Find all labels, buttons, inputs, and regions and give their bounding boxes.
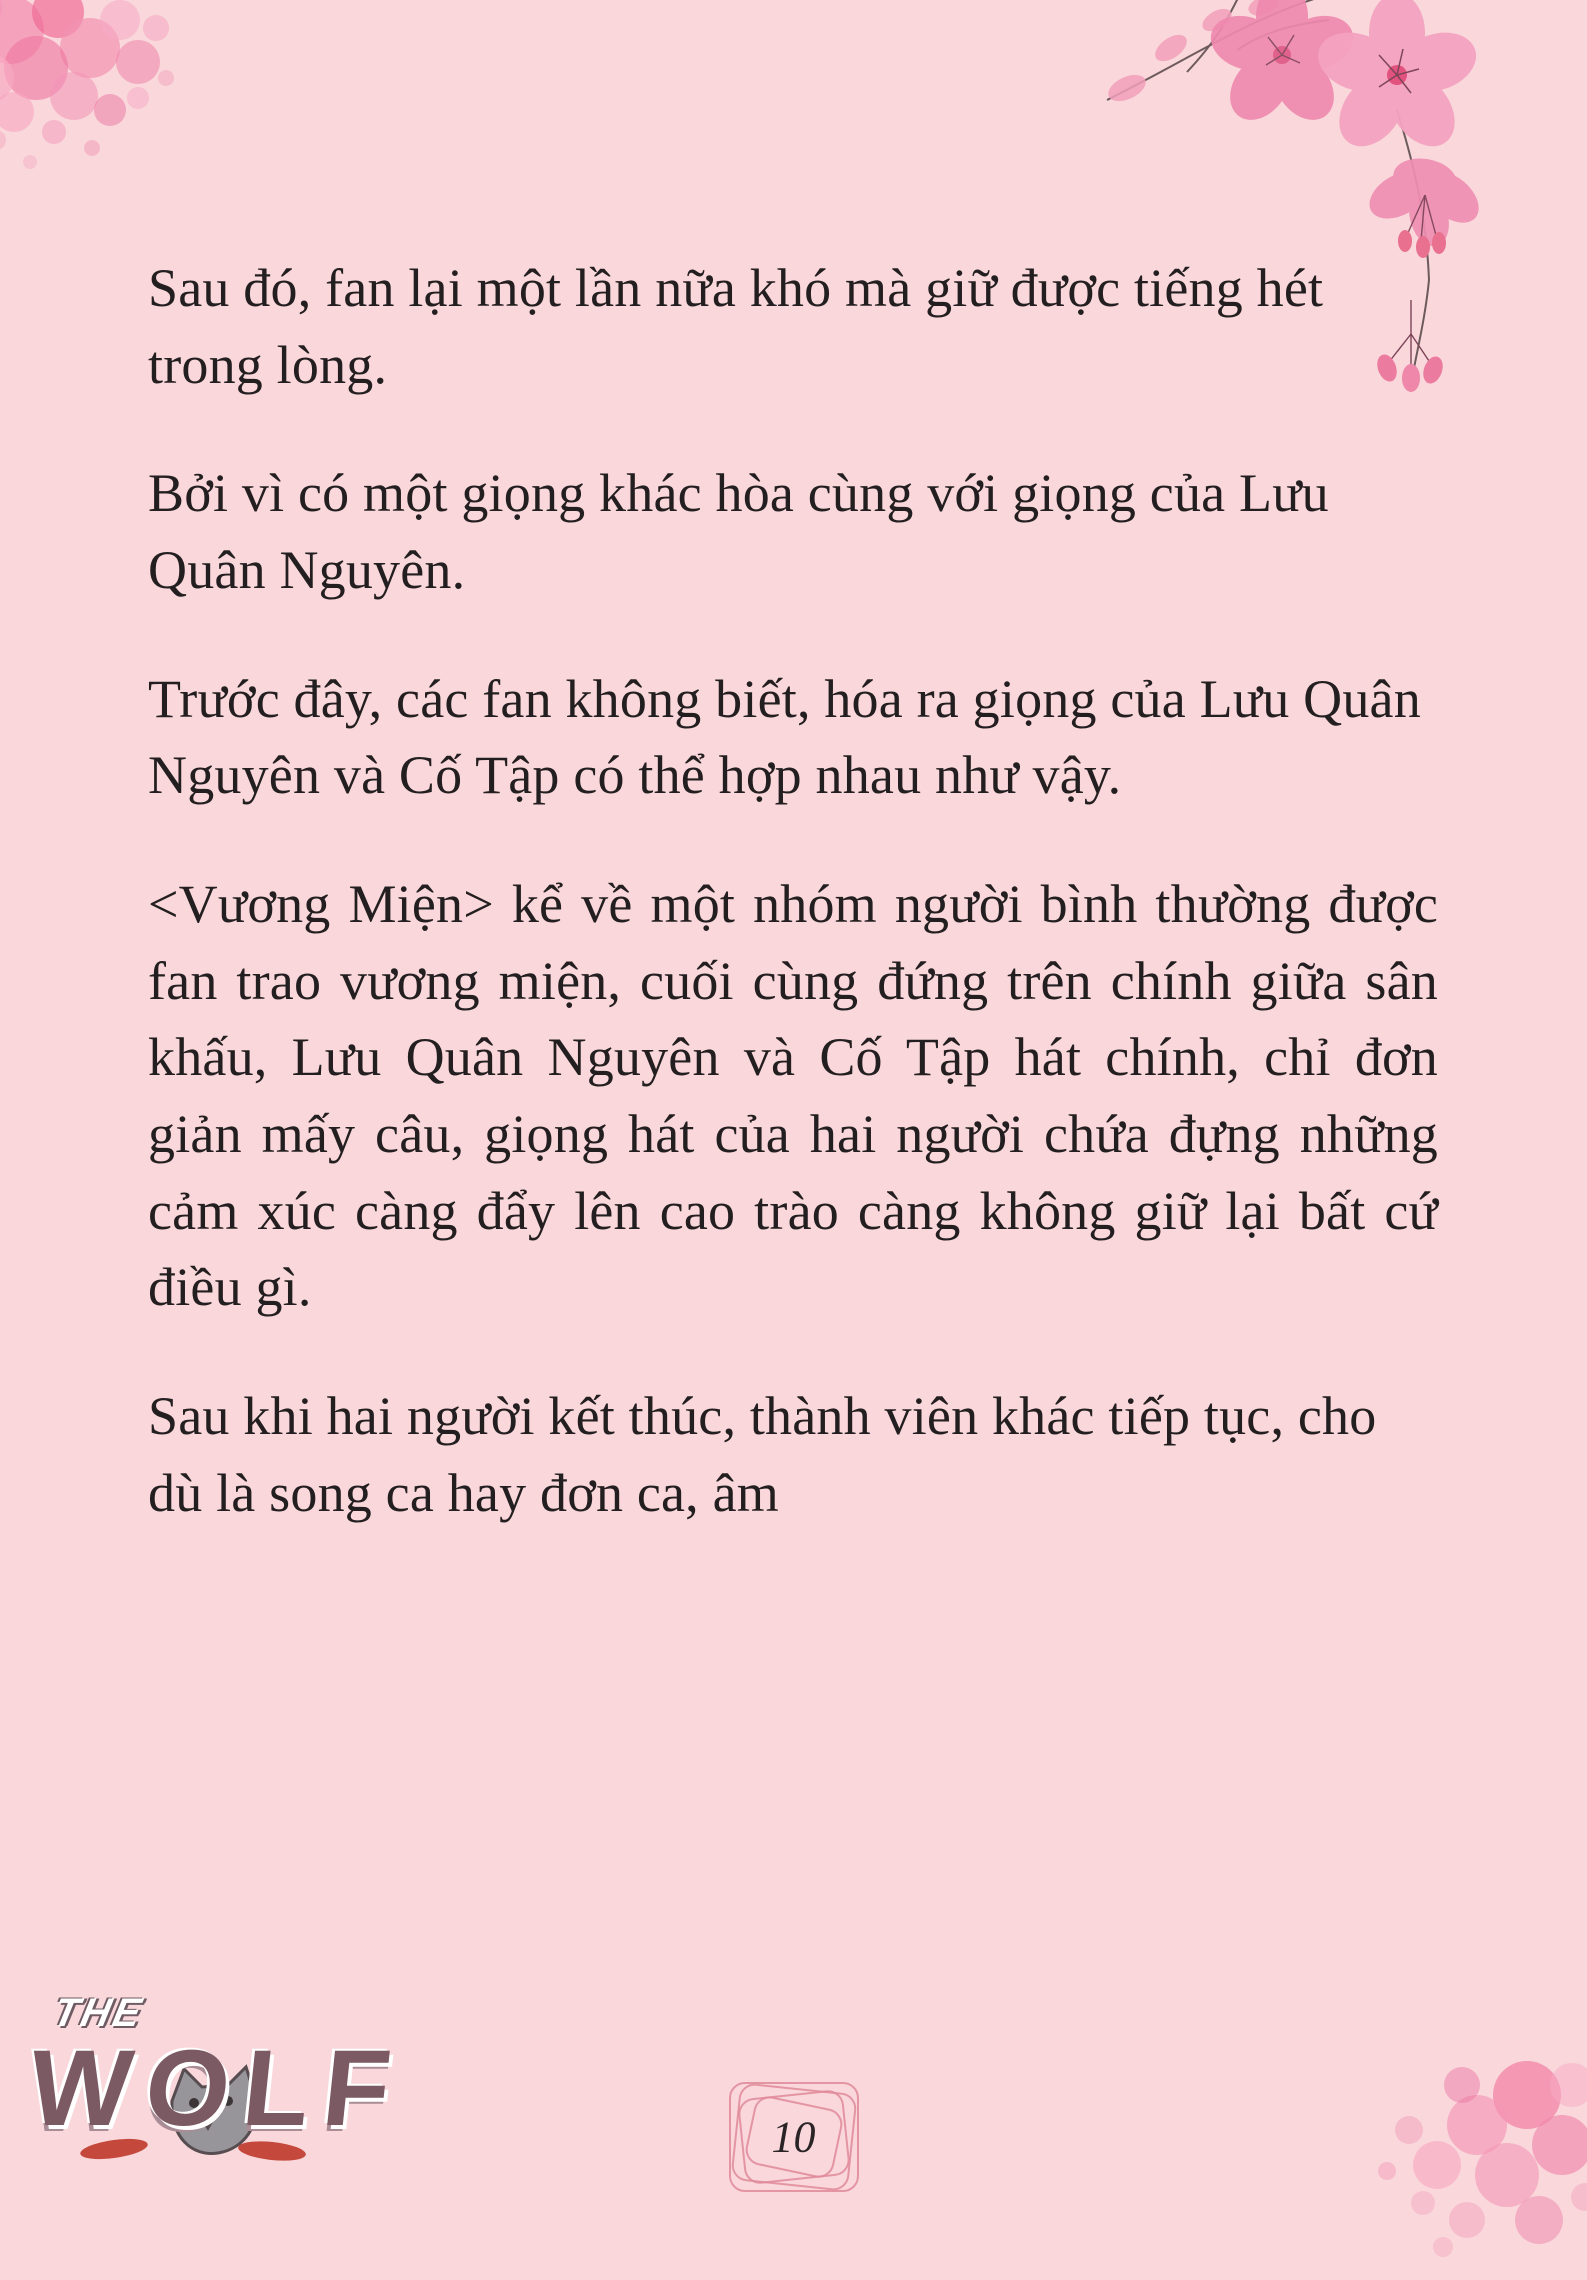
paragraph: <Vương Miện> kể về một nhóm người bình thường được fan trao vương miện, cuối cùng đứng trên chính giữa sân khấu, Lưu Quân Nguyên và Cố Tập hát chính, chỉ đơn giản mấy câu, giọng hát của hai người chứa đựng những cảm xúc càng đẩy lên cao trào càng không giữ lại bất cứ điều gì. [148, 874, 1438, 1318]
page-footer [0, 2082, 1587, 2197]
logo-wolf-text: WOLF [23, 2027, 411, 2148]
paragraph: Sau khi hai người kết thúc, thành viên khác tiếp tục, cho dù là song ca hay đơn ca, âm [148, 1386, 1377, 1523]
paragraph: Trước đây, các fan không biết, hóa ra giọng của Lưu Quân Nguyên và Cố Tập có thể hợp nhau như vậy. [148, 668, 1421, 806]
page-content [148, 250, 1438, 1583]
paragraph: Bởi vì có một giọng khác hòa cùng với giọng của Lưu Quân Nguyên. [148, 463, 1329, 601]
paragraph: Sau đó, fan lại một lần nữa khó mà giữ được tiếng hét trong lòng. [148, 258, 1324, 395]
logo-the-text: THE [49, 1991, 148, 2035]
page-number: 10 [771, 2112, 816, 2162]
page-number-frame [729, 2082, 859, 2192]
cherry-blossom-decoration-top-left [0, 0, 300, 270]
